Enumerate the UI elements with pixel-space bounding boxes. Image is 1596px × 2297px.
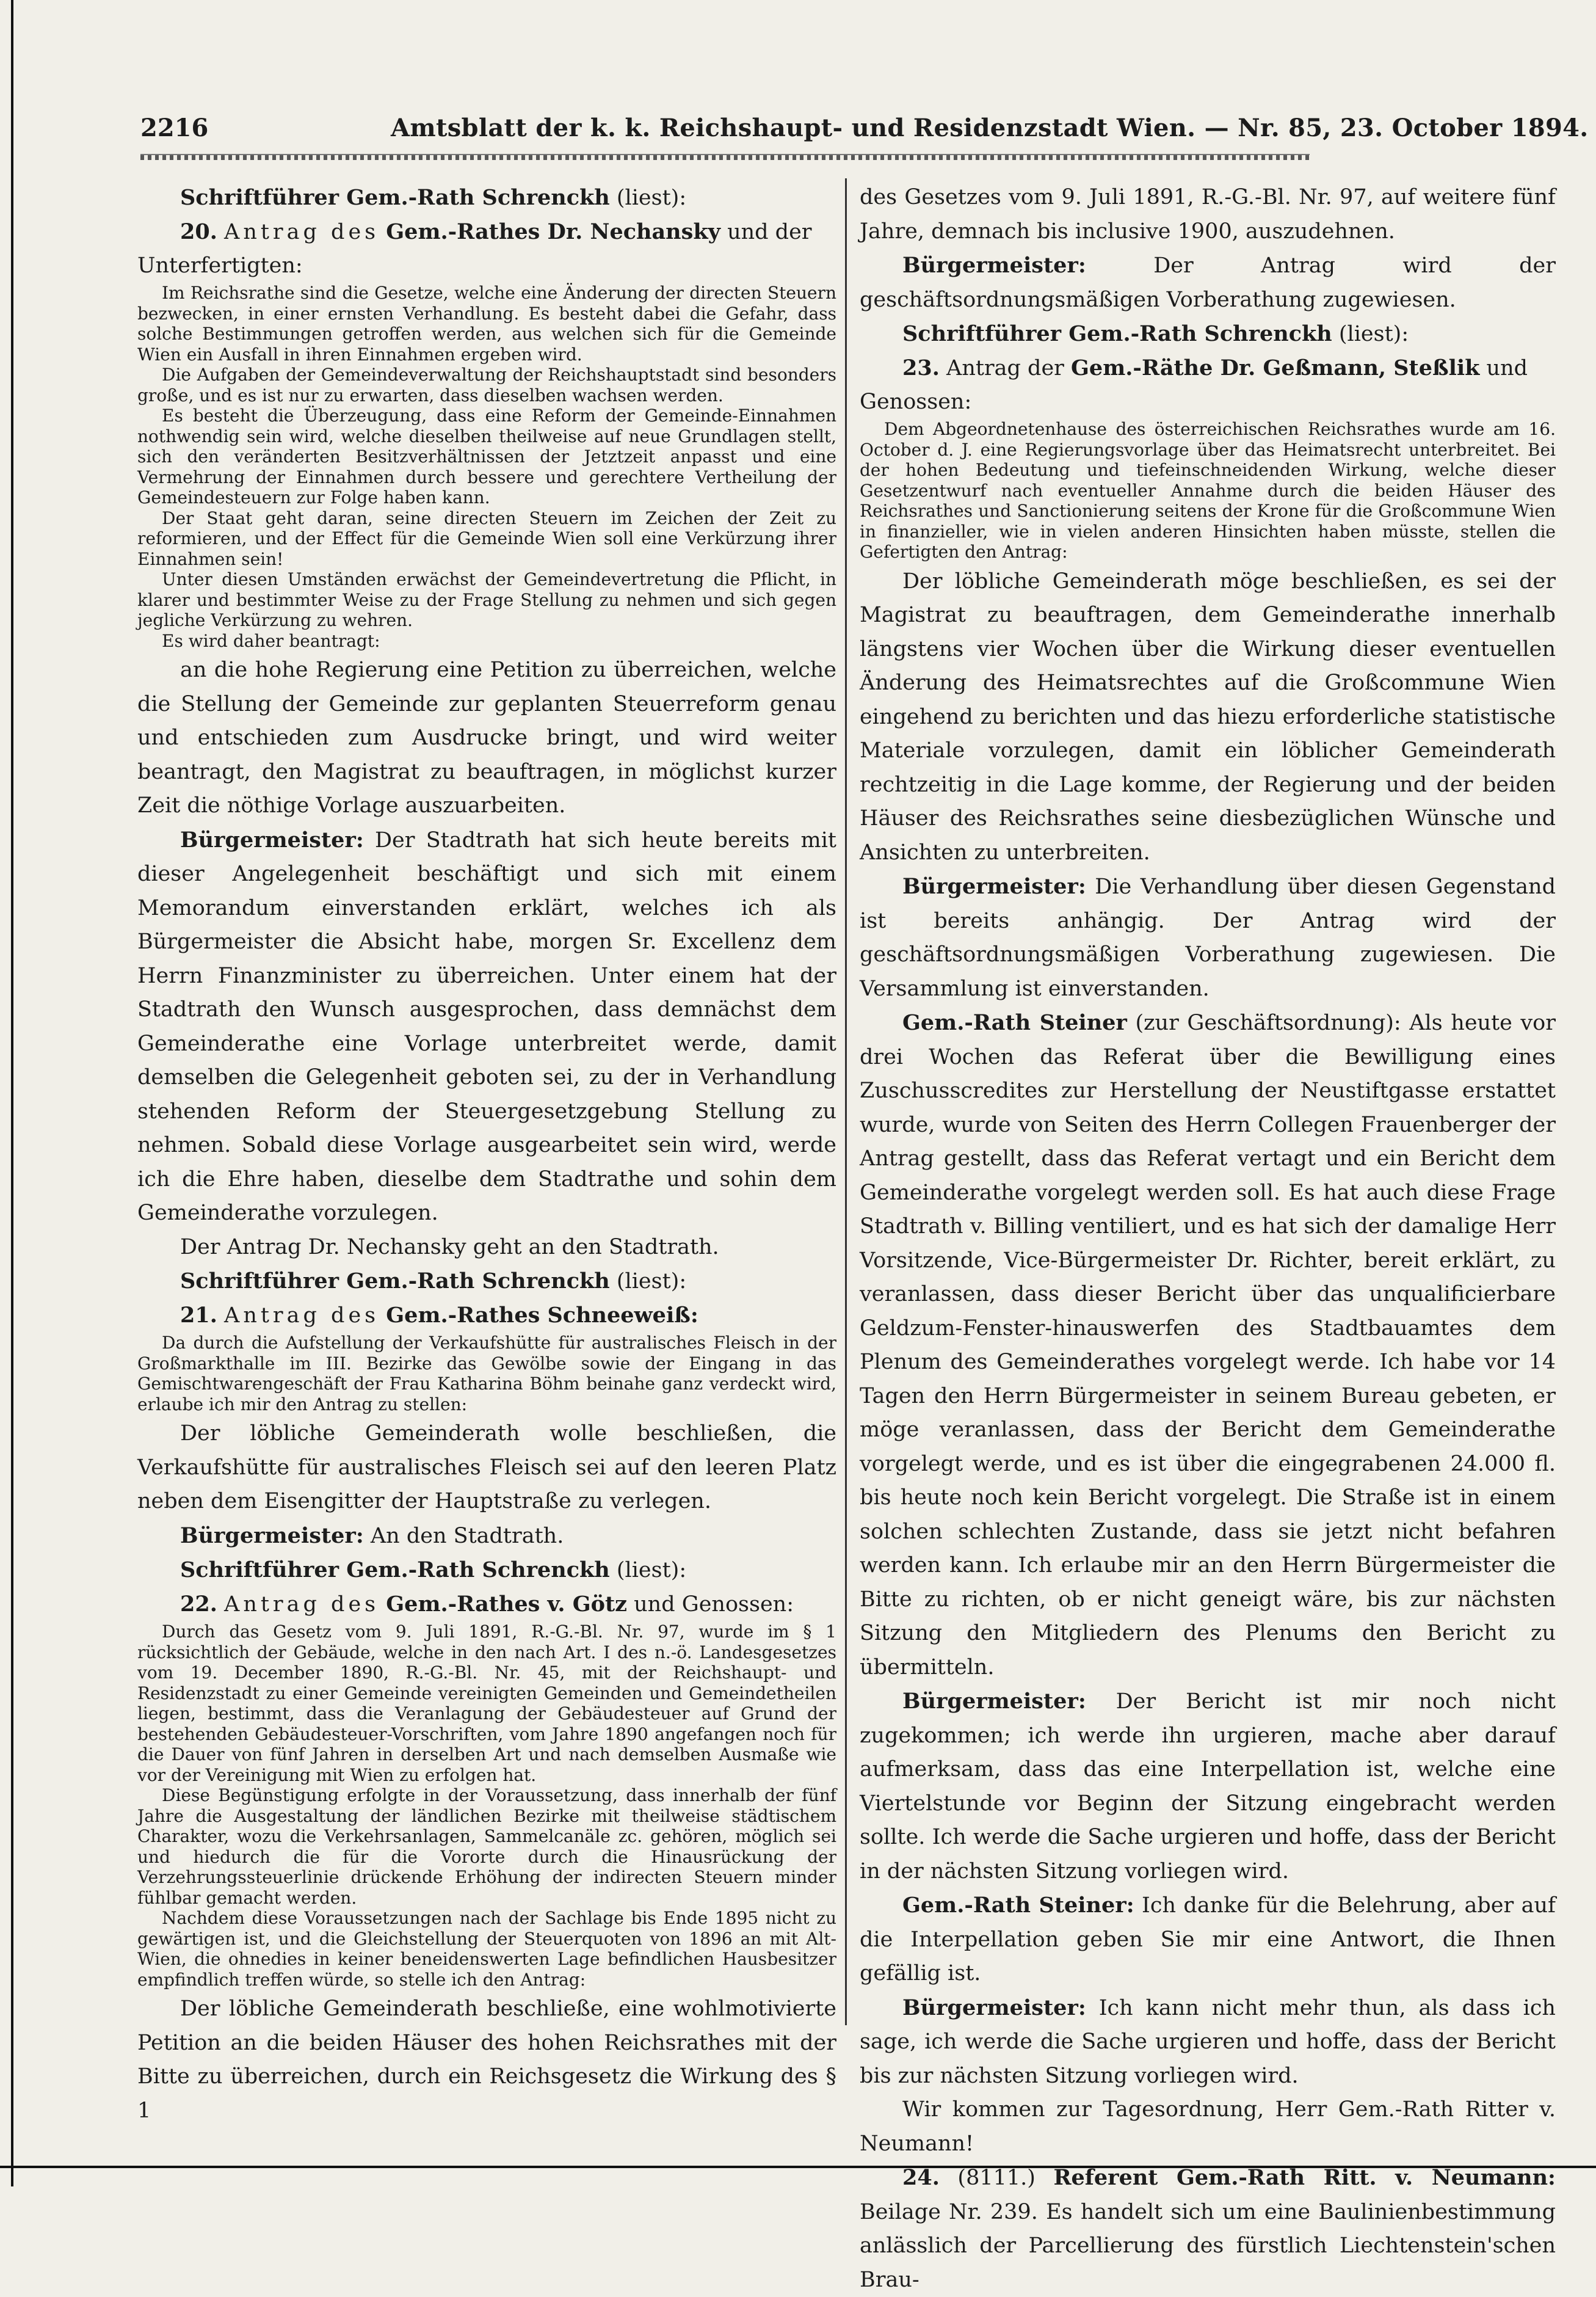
motion-heading-20 — [137, 215, 836, 283]
speech-text: Die Verhandlung über diesen Gegenstand ist bereits anhängig. Der Antrag wird der geschäftsordnungsmäßigen Vorberathung zugewiesen. Die Versammlung ist einverstanden. — [860, 875, 1556, 1001]
motion-number: 24. — [902, 2165, 940, 2190]
speech-text: Der Antrag wird der geschäftsordnungsmäßigen Vorberathung zugewiesen. — [860, 253, 1556, 312]
header-rule — [140, 154, 1310, 160]
speech — [860, 249, 1556, 317]
motion-author: Gem.-Räthe Dr. Geßmann, Steßlik — [1071, 355, 1480, 380]
speech-text: Ich kann nicht mehr thun, als dass ich sage, ich werde die Sache urgieren und hoffe, dass der Bericht bis zur nächsten Sitzung vorliegen wird. — [860, 1995, 1556, 2088]
speech-text: Beilage Nr. 239. Es handelt sich um eine Baulinienbestimmung anlässlich der Parcellierung des fürstlich Liechtenstein'schen Brau- — [860, 2199, 1556, 2292]
speaker-name: Bürgermeister: — [180, 827, 364, 853]
motion-text: Es wird daher beantragt: — [162, 630, 380, 651]
speaker-name: Referent Gem.-Rath Ritt. v. Neumann: — [1053, 2165, 1556, 2190]
motion-heading-22 — [137, 1587, 836, 1622]
speaker-note: (liest): — [616, 1558, 687, 1582]
motion-author: Gem.-Rathes Schneeweiß: — [386, 1303, 698, 1328]
motion-result: Der Antrag Dr. Nechansky geht an den Stadtrath. — [180, 1234, 719, 1259]
speech-text: An den Stadtrath. — [370, 1523, 564, 1548]
motion-body-continued: des Gesetzes vom 9. Juli 1891, R.-G.-Bl. Nr. 97, auf weitere fünf Jahre, demnach bis inclusive 1900, auszudehnen. — [860, 185, 1556, 244]
motion-text: Da durch die Aufstellung der Verkaufshütte für australisches Fleisch in der Großmarkthalle im III. Bezirke das Gewölbe sowie der Eingang in das Gemischtwarengeschäft der Frau Katharina Böhm beinahe ganz verdeckt wird, erlaube ich mir den Antrag zu stellen: — [137, 1333, 836, 1414]
speaker-name: Schriftführer Gem.-Rath Schrenckh — [180, 1557, 610, 1582]
speaker-line — [137, 1264, 836, 1298]
motion-text: Nachdem diese Voraussetzungen nach der Sachlage bis Ende 1895 nicht zu gewärtigen ist, und die Gleichstellung der Steuerquoten von 1896 an mit Alt-Wien, die ohnedies in keiner beneidenswerten Lage befindlichen Hausbesitzer empfindlich treffen würde, so stelle ich den Antrag: — [137, 1908, 836, 1990]
motion-prefix: Antrag der — [946, 356, 1064, 380]
motion-number: 22. — [180, 1592, 217, 1617]
motion-text: Diese Begünstigung erfolgte in der Voraussetzung, dass innerhalb der fünf Jahre die Ausgestaltung der ländlichen Bezirke mit theilweise städtischem Charakter, wozu die Verkehrsanlagen, Sammelcanäle zc. gehören, möglich sei und hiedurch die für die Vororte durch die Hinausrückung der Verzehrungssteuerlinie drückende Erhöhung der indirecten Steuern minder fühlbar gemacht werden. — [137, 1785, 836, 1908]
speaker-line — [137, 181, 836, 215]
speech — [860, 1991, 1556, 2094]
agenda-item-24 — [860, 2161, 1556, 2297]
motion-text: Unter diesen Umständen erwächst der Gemeindevertretung die Pflicht, in klarer und bestimmter Weise zu der Frage Stellung zu nehmen und sich gegen jegliche Verkürzung zu wehren. — [137, 569, 836, 630]
right-column — [860, 181, 1556, 2292]
speech — [860, 1006, 1556, 1684]
motion-text: Der Staat geht daran, seine directen Steuern im Zeichen der Zeit zu reformieren, und der Effect für die Gemeinde Wien soll eine Verkürzung ihrer Einnahmen sein! — [137, 508, 836, 569]
motion-author: Gem.-Rathes Dr. Nechansky — [386, 219, 720, 244]
motion-prefix: Antrag des — [224, 220, 380, 244]
speaker-name: Bürgermeister: — [180, 1523, 364, 1548]
speaker-name: Schriftführer Gem.-Rath Schrenckh — [902, 321, 1332, 346]
motion-suffix: und Genossen: — [860, 356, 1528, 414]
speaker-name: Bürgermeister: — [902, 1689, 1086, 1714]
motion-suffix: und der Unterfertigten: — [137, 220, 812, 278]
speaker-name: Bürgermeister: — [902, 1995, 1086, 2020]
motion-prefix: Antrag des — [224, 1303, 380, 1328]
motion-author: Gem.-Rathes v. Götz — [386, 1592, 627, 1617]
page-number: 2216 — [140, 114, 209, 142]
speaker-line — [860, 317, 1556, 351]
motion-suffix: und Genossen: — [634, 1592, 794, 1617]
left-column — [137, 181, 836, 2123]
speaker-name: Gem.-Rath Steiner — [902, 1010, 1127, 1035]
page-header — [140, 110, 1589, 147]
motion-heading-23 — [860, 351, 1556, 419]
motion-body: Der löbliche Gemeinderath möge beschließen, es sei der Magistrat zu beauftragen, dem Gemeinderathe innerhalb längstens vier Wochen über die Wirkung dieser eventuellen Änderung des Heimatsrechtes auf die Großcommune Wien eingehend zu berichten und das hiezu erforderliche statistische Materiale vorzulegen, damit ein löblicher Gemeinderath rechtzeitig in die Lage komme, der Regierung und der beiden Häuser des Reichsrathes seine diesbezüglichen Wünsche und Ansichten zu unterbreiten. — [860, 569, 1556, 865]
motion-text: Es besteht die Überzeugung, dass eine Reform der Gemeinde-Einnahmen nothwendig sein wird, welche dieselben theilweise auf neue Grundlagen stellt, sich den veränderten Besitzverhältnissen der Jetztzeit anpasst und eine Vermehrung der Einnahmen durch bessere und gerechtere Vertheilung der Gemeindesteuern zur Folge haben kann. — [137, 406, 836, 508]
motion-number: 20. — [180, 219, 217, 244]
motion-text: Die Aufgaben der Gemeindeverwaltung der Reichshauptstadt sind besonders große, und es ist nur zu erwarten, dass dieselben wachsen werden. — [137, 365, 836, 406]
speech — [860, 870, 1556, 1006]
speech — [860, 1888, 1556, 1991]
speaker-note: (liest): — [616, 1269, 687, 1294]
speaker-name: Gem.-Rath Steiner: — [902, 1893, 1134, 1918]
speaker-name: Bürgermeister: — [902, 253, 1086, 278]
motion-text: Durch das Gesetz vom 9. Juli 1891, R.-G.-Bl. Nr. 97, wurde im § 1 rücksichtlich der Gebäude, welche in den nach Art. I des n.-ö. Landesgesetzes vom 19. December 1890, R.-G.-Bl. Nr. 45, mit der Reichshaupt- und Residenzstadt zu einer Gemeinde vereinigten Gemeinden und Gemeindetheilen liegen, bestimmt, dass die Veranlagung der Gebäudesteuer auf Grund der bestehenden Gebäudesteuer-Vorschriften, vom Jahre 1890 angefangen noch für die Dauer von fünf Jahren in derselben Art und nach demselben Ausmaße wie vor der Vereinigung mit Wien zu erfolgen hat. — [137, 1622, 836, 1785]
motion-text: Dem Abgeordnetenhause des österreichischen Reichsrathes wurde am 16. October d. J. eine Regierungsvorlage über das Heimatsrecht unterbreitet. Bei der hohen Bedeutung und tiefeinschneidenden Wirkung, welche dieser Gesetzentwurf nach eventueller Annahme durch die beiden Häuser des Reichsrathes und Sanctionierung seitens der Krone für die Großcommune Wien in finanzieller, wie in vielen anderen Hinsichten haben müsste, stellen die Gefertigten den Antrag: — [860, 419, 1556, 562]
speech-continued: Wir kommen zur Tagesordnung, Herr Gem.-Rath Ritter v. Neumann! — [860, 2097, 1556, 2156]
speech-text: Ich danke für die Belehrung, aber auf die Interpellation geben Sie mir eine Antwort, die Ihnen gefällig ist. — [860, 1893, 1556, 1986]
motion-body: Der löbliche Gemeinderath wolle beschließen, die Verkaufshütte für australisches Fleisch sei auf den leeren Platz neben dem Eisengitter der Hauptstraße zu verlegen. — [137, 1421, 836, 1513]
motion-text: Im Reichsrathe sind die Gesetze, welche eine Änderung der directen Steuern bezwecken, in einer ernsten Verhandlung. Es besteht dabei die Gefahr, dass solche Bestimmungen getroffen werden, aus welchen sich für die Gemeinde Wien ein Ausfall in ihren Einnahmen ergeben wird. — [137, 283, 836, 365]
speech-text: Als heute vor drei Wochen das Referat über die Bewilligung eines Zuschusscredites zur Herstellung der Neustiftgasse erstattet wurde, wurde von Seiten des Herrn Collegen Frauenberger der Antrag gestellt, dass das Referat vertagt und ein Bericht dem Gemeinderathe vorgelegt werden soll. Es hat auch diese Frage Stadtrath v. Billing ventiliert, und es hat sich der damalige Herr Vorsitzende, Vice-Bürgermeister Dr. Richter, bereit erklärt, zu veranlassen, dass dieser Bericht über das unqualificierbare Geldzum-Fenster-hinauswerfen des Stadtbauamtes dem Plenum des Gemeinderathes vorgelegt werde. Ich habe vor 14 Tagen den Herrn Bürgermeister in seinem Bureau gebeten, er möge veranlassen, dass der Bericht dem Gemeinderathe vorgelegt werde, und es ist über die eingegrabenen 24.000 fl. bis heute noch kein Bericht vorgelegt. Die Straße ist in einem solchen schlechten Zustande, dass sie jetzt nicht befahren werden kann. Ich erlaube mir an den Herrn Bürgermeister die Bitte zu richten, ob er nicht geneigt wäre, bis zur nächsten Sitzung den Mitgliedern des Plenums den Bericht zu übermitteln. — [860, 1011, 1556, 1680]
publication-title: Amtsblatt der k. k. Reichshaupt- und Residenzstadt Wien. — Nr. 85, 23. October 1894. — [391, 114, 1589, 142]
speaker-name: Schriftführer Gem.-Rath Schrenckh — [180, 185, 610, 210]
speaker-name: Schriftführer Gem.-Rath Schrenckh — [180, 1269, 610, 1294]
speaker-note: (liest): — [1338, 322, 1409, 346]
speaker-name: Bürgermeister: — [902, 874, 1086, 899]
scan-border-left — [11, 0, 13, 2186]
speech-text: Der Stadtrath hat sich heute bereits mit dieser Angelegenheit beschäftigt und sich mit einem Memorandum einverstanden erklärt, welches ich als Bürgermeister die Absicht habe, morgen Sr. Excellenz dem Herrn Finanzminister zu überreichen. Unter einem hat der Stadtrath den Wunsch ausgesprochen, dass demnächst dem Gemeinderathe eine Vorlage unterbreitet werde, damit demselben die Gelegenheit geboten sei, zu der in Verhandlung stehenden Reform der Steuergesetzgebung Stellung zu nehmen. Sobald diese Vorlage ausgearbeitet sein wird, werde ich die Ehre haben, dieselbe dem Stadtrathe und sohin dem Gemeinderathe vorzulegen. — [137, 828, 836, 1225]
column-divider — [845, 178, 847, 2025]
speaker-line — [137, 1553, 836, 1587]
motion-body: an die hohe Regierung eine Petition zu überreichen, welche die Stellung der Gemeinde zur geplanten Steuerreform genau und entschieden zum Ausdrucke bringt, und wird weiter beantragt, den Magistrat zu beauftragen, in möglichst kurzer Zeit die nöthige Vorlage auszuarbeiten. — [137, 658, 836, 818]
speech — [137, 823, 836, 1231]
motion-heading-21 — [137, 1298, 836, 1333]
speaker-note: (zur Geschäftsordnung): — [1135, 1011, 1401, 1035]
reference-number: (8111.) — [957, 2166, 1036, 2190]
motion-body: Der löbliche Gemeinderath beschließe, eine wohlmotivierte Petition an die beiden Häuser des hohen Reichsrathes mit der Bitte zu überreichen, durch ein Reichsgesetz die Wirkung des § 1 — [137, 1997, 836, 2123]
speech-text: Der Bericht ist mir noch nicht zugekommen; ich werde ihn urgieren, mache aber darauf aufmerksam, dass das eine Interpellation ist, welche eine Viertelstunde vor Beginn der Sitzung eingebracht werden sollte. Ich werde die Sache urgieren und hoffe, dass der Bericht in der nächsten Sitzung vorliegen wird. — [860, 1689, 1556, 1884]
speech — [137, 1519, 836, 1554]
motion-number: 23. — [902, 355, 940, 380]
speech — [860, 1684, 1556, 1888]
motion-prefix: Antrag des — [224, 1592, 380, 1617]
speaker-note: (liest): — [616, 186, 687, 210]
motion-number: 21. — [180, 1303, 217, 1328]
